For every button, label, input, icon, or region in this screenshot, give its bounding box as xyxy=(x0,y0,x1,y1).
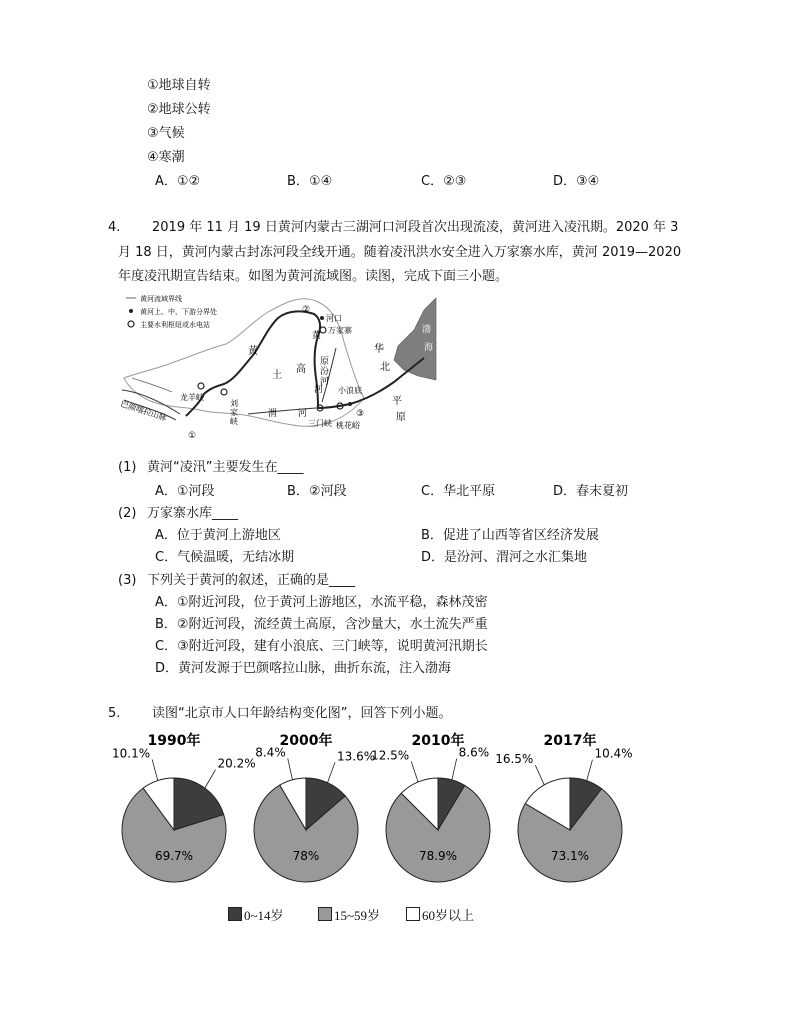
q5-stem: 读图“北京市人口年龄结构变化图”，回答下列小题。 xyxy=(152,706,452,721)
legend-swatch-old xyxy=(406,907,420,921)
sub3-choice-c: C．③附近河段，建有小浪底、三门峡等，说明黄河汛期长 xyxy=(155,639,488,654)
sub2-choice-c: C．气候温暖，无结冰期 xyxy=(155,550,295,565)
pie-label-young: 13.6% xyxy=(337,749,376,764)
label-circle-1: ① xyxy=(188,431,197,441)
label-xia: 峡 xyxy=(230,417,238,426)
pie-leader-line xyxy=(328,762,335,782)
population-pie-charts xyxy=(100,727,700,897)
pie-leader-line xyxy=(587,760,593,781)
label-ping: 平 xyxy=(392,396,402,407)
label-he-wei: 河 xyxy=(298,409,308,419)
label-wanjiazhai: 万家寨 xyxy=(328,326,352,335)
sub1-stem: 黄河“凌汛”主要发生在____ xyxy=(147,460,304,475)
label-yuan-plain: 原 xyxy=(396,412,406,423)
label-hua: 华 xyxy=(374,344,384,355)
pie-label-adult: 73.1% xyxy=(550,849,590,863)
pie-label-adult: 78% xyxy=(292,849,320,863)
option-line-3: ③气候 xyxy=(147,126,185,141)
sub1-number: (1) xyxy=(118,460,137,475)
label-wei: 渭 xyxy=(268,409,278,419)
pie-leader-line xyxy=(205,770,216,788)
pie-label-adult: 78.9% xyxy=(418,849,458,863)
choice-b: B．①④ xyxy=(287,174,333,189)
sub2-stem: 万家寨水库____ xyxy=(147,506,239,521)
label-gao: 高 xyxy=(296,364,306,375)
pie-label-adult: 69.7% xyxy=(154,849,194,863)
pie-title: 2010年 xyxy=(411,733,465,749)
legend-boundary: 黄河流域界线 xyxy=(140,295,182,303)
dam-icon xyxy=(128,321,134,327)
q4-stem-line3: 年度凌汛期宣告结束。如图为黄河流域图。读图，完成下面三小题。 xyxy=(118,269,509,284)
choice-c: C．②③ xyxy=(421,174,467,189)
sub3-choice-a: A．①附近河段，位于黄河上游地区，水流平稳，森林茂密 xyxy=(155,595,488,610)
sub2-choice-a: A．位于黄河上游地区 xyxy=(155,528,281,543)
q4-stem-line1: 2019 年 11 月 19 日黄河内蒙古三湖河口河段首次出现流凌，黄河进入凌汛期。2020 年 3 xyxy=(152,220,679,235)
pie-label-young: 20.2% xyxy=(217,756,256,771)
label-bo: 渤 xyxy=(422,325,432,335)
label-liu: 刘 xyxy=(230,399,238,408)
pie-leader-line xyxy=(535,765,544,785)
label-xiaolangdi: 小浪底 xyxy=(338,386,362,395)
pie-title: 1990年 xyxy=(147,733,201,749)
pie-label-young: 10.4% xyxy=(594,746,633,761)
q4-stem-line2: 月 18 日，黄河内蒙古封冻河段全线开通。随着凌汛洪水安全进入万家寨水库，黄河 2019—2020 xyxy=(118,245,682,260)
pie-leader-line xyxy=(411,761,418,782)
label-he-main: 河 xyxy=(314,385,324,395)
label-hekou: 河口 xyxy=(326,314,342,323)
pie-label-old: 10.1% xyxy=(112,746,151,761)
sub1-choice-d: D．春末夏初 xyxy=(553,484,629,499)
sub3-choice-b: B．②附近河段，流经黄土高原，含沙量大，水土流失严重 xyxy=(155,617,488,632)
sub1-choice-b: B．②河段 xyxy=(287,484,347,499)
label-sanmenxia: 三门峡 xyxy=(308,419,332,428)
sub2-choice-d: D．是汾河、渭河之水汇集地 xyxy=(421,550,588,565)
question-number-4: 4. xyxy=(108,220,121,235)
sub3-choice-d: D．黄河发源于巴颜喀拉山脉，曲折东流，注入渤海 xyxy=(155,661,452,676)
legend-swatch-adult xyxy=(318,907,332,921)
option-line-2: ②地球公转 xyxy=(147,102,211,117)
sub3-number: (3) xyxy=(118,573,137,588)
choice-a: A．①② xyxy=(155,174,201,189)
legend-dam: 主要水利枢纽或水电站 xyxy=(140,321,210,329)
pie-leader-line xyxy=(452,759,457,780)
pie-label-old: 16.5% xyxy=(495,752,534,767)
label-longyangxia: 龙羊峡 xyxy=(180,393,204,402)
sub2-number: (2) xyxy=(118,506,137,521)
label-bayan: 巴颜喀拉山脉 xyxy=(119,399,168,423)
legend-division: 黄河上、中、下游分界处 xyxy=(140,308,217,316)
label-bei: 北 xyxy=(380,362,390,373)
label-tu: 土 xyxy=(272,370,282,381)
pie-title: 2000年 xyxy=(279,733,333,749)
label-hai: 海 xyxy=(424,343,434,353)
question-number-5: 5. xyxy=(108,706,121,721)
label-yuan: 原 xyxy=(320,357,330,367)
choice-d: D．③④ xyxy=(553,174,600,189)
sub3-stem: 下列关于黄河的叙述，正确的是____ xyxy=(147,573,356,588)
label-circle-3: ③ xyxy=(356,409,365,419)
sub1-choice-c: C．华北平原 xyxy=(421,484,496,499)
label-circle-2: ② xyxy=(302,305,311,315)
legend-young: 0~14岁 xyxy=(244,908,284,923)
legend-swatch-young xyxy=(228,907,242,921)
sub2-choice-b: B．促进了山西等省区经济发展 xyxy=(421,528,599,543)
pie-label-old: 8.4% xyxy=(255,745,286,760)
pie-label-old: 12.5% xyxy=(371,748,410,763)
yellow-river-map xyxy=(118,288,438,453)
pie-title: 2017年 xyxy=(543,733,597,749)
option-line-4: ④寒潮 xyxy=(147,150,185,165)
label-huang: 黄 xyxy=(312,331,322,341)
label-he-fen: 河 xyxy=(320,377,330,387)
sub1-choice-a: A．①河段 xyxy=(155,484,215,499)
label-taohuayu: 桃花峪 xyxy=(336,421,360,430)
label-huang-plateau: 黄 xyxy=(248,346,258,357)
legend-adult: 15~59岁 xyxy=(334,908,381,923)
pie-label-young: 8.6% xyxy=(458,745,490,760)
label-jia: 家 xyxy=(230,408,238,417)
pie-leader-line xyxy=(288,758,293,779)
legend-old: 60岁以上 xyxy=(422,908,475,923)
pie-leader-line xyxy=(152,759,158,780)
pie-legend xyxy=(228,905,498,923)
option-line-1: ①地球自转 xyxy=(147,78,211,93)
label-fen: 汾 xyxy=(320,367,330,377)
